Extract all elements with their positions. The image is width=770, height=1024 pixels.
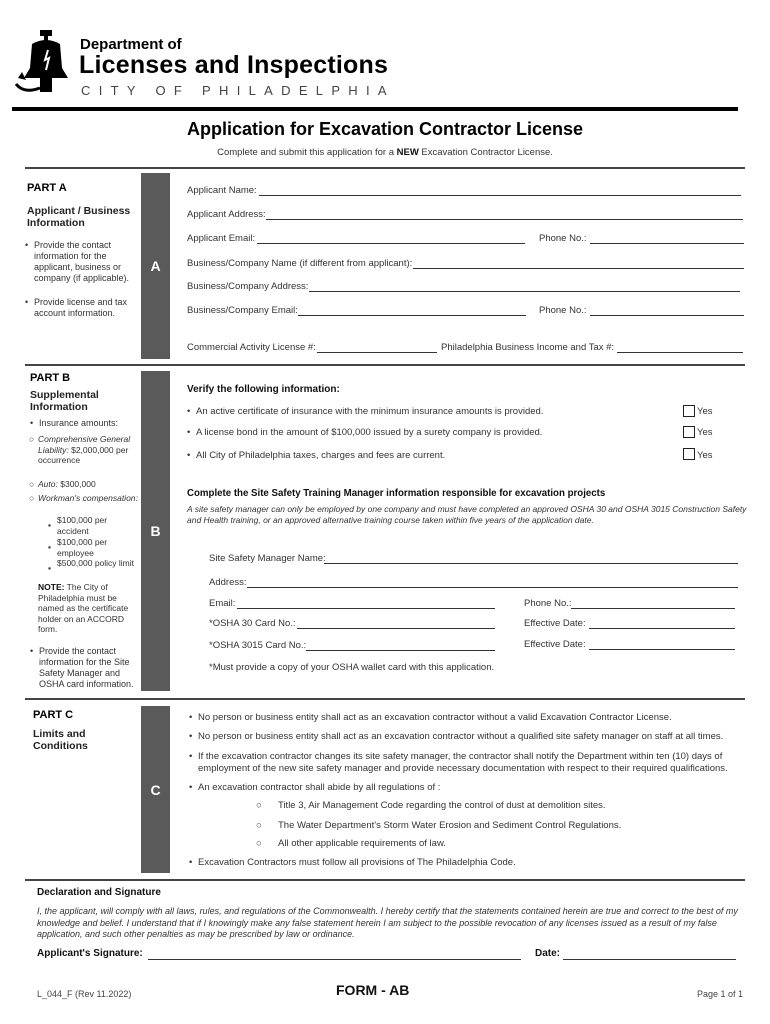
signature-label: Applicant's Signature: [37, 948, 143, 959]
part-a-badge: A [141, 173, 170, 359]
ssm-note: A site safety manager can only be employed by one company and must have completed an approved OSHA 30 and OSHA 3015 Construction Safety and Health training, or an approved alternative training course taken within five years of the application date. [187, 504, 747, 525]
part-b-title: PART B [30, 372, 71, 384]
yes-label: Yes [697, 406, 713, 417]
divider [25, 167, 745, 169]
yes-label: Yes [697, 450, 713, 461]
company-email-input[interactable] [298, 315, 526, 316]
condition-subitem: Title 3, Air Management Code regarding the control of dust at demolition sites. [278, 800, 606, 811]
company-name-label: Business/Company Name (if different from applicant): [187, 258, 413, 269]
applicant-address-label: Applicant Address: [187, 209, 266, 220]
form-title: Application for Excavation Contractor License [186, 119, 584, 139]
part-b-badge: B [141, 371, 170, 691]
verify-heading: Verify the following information: [187, 384, 340, 395]
company-email-label: Business/Company Email: [187, 305, 298, 316]
effective-date-label: Effective Date: [524, 618, 586, 629]
effective-date-input[interactable] [589, 628, 735, 629]
declaration-title: Declaration and Signature [37, 887, 161, 898]
condition-item: • No person or business entity shall act as an excavation contractor without a qualified site safety manager on staff at all times. [198, 731, 723, 742]
yes-checkbox[interactable] [683, 405, 695, 417]
workman-amount: $500,000 policy limit [57, 558, 135, 568]
applicant-name-input[interactable] [259, 195, 741, 196]
part-b-subtitle: Supplemental Information [30, 389, 99, 413]
osha3015-label: *OSHA 3015 Card No.: [209, 640, 307, 651]
verify-item: • An active certificate of insurance with the minimum insurance amounts is provided. [196, 406, 543, 417]
condition-subitem: All other applicable requirements of law. [278, 838, 446, 849]
header-divider [12, 107, 738, 111]
company-phone-label: Phone No.: [539, 305, 587, 316]
ssm-address-label: Address: [209, 577, 247, 588]
sub-bullet: ○ [256, 800, 262, 811]
part-b-bullet: • Provide the contact information for the Site Safety Manager and OSHA card information. [39, 646, 139, 690]
cal-input[interactable] [317, 352, 437, 353]
condition-item: • Excavation Contractors must follow all provisions of The Philadelphia Code. [198, 857, 516, 868]
part-b-note: NOTE: The City of Philadelphia must be named as the certificate holder on an ACCORD form. [38, 582, 129, 634]
insurance-workman: ○ Workman's compensation: [29, 493, 138, 503]
osha3015-input[interactable] [306, 650, 495, 651]
osha30-label: *OSHA 30 Card No.: [209, 618, 296, 629]
osha30-input[interactable] [297, 628, 495, 629]
ssm-email-label: Email: [209, 598, 236, 609]
part-a-subtitle: Applicant / Business Information [27, 205, 131, 229]
workman-amount: $100,000 per accident [57, 515, 108, 536]
signature-input[interactable] [148, 959, 521, 960]
yes-checkbox[interactable] [683, 448, 695, 460]
company-phone-input[interactable] [590, 315, 744, 316]
form-name: FORM - AB [336, 982, 410, 998]
ssm-name-input[interactable] [324, 563, 738, 564]
sub-bullet: ○ [256, 838, 262, 849]
condition-item: • An excavation contractor shall abide by all regulations of : [198, 782, 440, 793]
condition-item: • No person or business entity shall act as an excavation contractor without a valid Excavation Contractor License. [198, 712, 672, 723]
declaration-text: I, the applicant, will comply with all laws, rules, and regulations of the Commonwealth. I hereby certify that the statements contained herein are true and correct to the best of my knowledge and belief. I understand that if I knowingly make any false statement herein I am subject to the possible revocation of any licenses issued as a result of my false application, and such other penalties as may be prescribed by law or ordinance. [37, 906, 738, 939]
form-code: L_044_F (Rev 11.2022) [37, 989, 132, 999]
applicant-phone-input[interactable] [590, 243, 744, 244]
applicant-email-label: Applicant Email: [187, 233, 256, 244]
cal-label: Commercial Activity License #: [187, 342, 316, 353]
ssm-email-input[interactable] [237, 608, 495, 609]
city-line: CITY OF PHILADELPHIA [81, 83, 395, 98]
tax-label: Philadelphia Business Income and Tax #: [441, 342, 615, 353]
part-c-badge: C [141, 706, 170, 873]
osha-wallet-note: *Must provide a copy of your OSHA wallet card with this application. [209, 662, 495, 673]
divider [25, 364, 745, 366]
insurance-bullet: • Insurance amounts: [39, 418, 118, 429]
form-subtitle: Complete and submit this application for a NEW Excavation Contractor License. [217, 147, 553, 158]
divider [25, 698, 745, 700]
condition-item: • If the excavation contractor changes its site safety manager, the contractor shall notify the Department within ten (10) days of employment of the new site safety manager and provide necessary documentation with respect to their required qualifications. [198, 751, 728, 775]
yes-checkbox[interactable] [683, 426, 695, 438]
effective-date-input[interactable] [589, 649, 735, 650]
date-label: Date: [535, 948, 561, 959]
insurance-auto: ○ Auto: $300,000 [29, 479, 96, 489]
yes-label: Yes [697, 427, 713, 438]
ssm-phone-input[interactable] [571, 608, 735, 609]
ssm-address-input[interactable] [247, 587, 738, 588]
divider [25, 879, 745, 881]
company-name-input[interactable] [413, 268, 744, 269]
date-input[interactable] [563, 959, 736, 960]
ssm-heading: Complete the Site Safety Training Manager information responsible for excavation projects [187, 488, 606, 499]
ssm-phone-label: Phone No.: [524, 598, 572, 609]
workman-amount: $100,000 per employee [57, 537, 108, 558]
part-a-bullet: • Provide license and tax account information. [34, 297, 140, 319]
company-address-input[interactable] [309, 291, 740, 292]
verify-item: • All City of Philadelphia taxes, charges and fees are current. [196, 450, 445, 461]
applicant-email-input[interactable] [257, 243, 525, 244]
condition-subitem: The Water Department's Storm Water Erosion and Sediment Control Regulations. [278, 820, 622, 831]
workman-bullets: ▪ ▪ ▪ [48, 520, 52, 573]
insurance-cgl: ○ Comprehensive General Liability: $2,000,000 per occurrence [29, 434, 131, 465]
sub-bullet: ○ [256, 820, 262, 831]
part-c-subtitle: Limits and Conditions [33, 728, 88, 752]
department-name: Licenses and Inspections [79, 51, 389, 79]
department-line: Department of [80, 36, 182, 53]
effective-date-label: Effective Date: [524, 639, 586, 650]
ssm-name-label: Site Safety Manager Name: [209, 553, 326, 564]
part-c-title: PART C [33, 709, 74, 721]
applicant-phone-label: Phone No.: [539, 233, 587, 244]
part-a-bullet: • Provide the contact information for the applicant, business or company (if applicable). [34, 240, 140, 284]
page-number: Page 1 of 1 [697, 989, 744, 999]
liberty-bell-logo [14, 28, 78, 100]
applicant-address-input[interactable] [266, 219, 743, 220]
applicant-name-label: Applicant Name: [187, 185, 257, 196]
tax-input[interactable] [617, 352, 743, 353]
part-a-title: PART A [27, 182, 67, 194]
company-address-label: Business/Company Address: [187, 281, 309, 292]
verify-item: • A license bond in the amount of $100,000 issued by a surety company is provided. [196, 427, 542, 438]
